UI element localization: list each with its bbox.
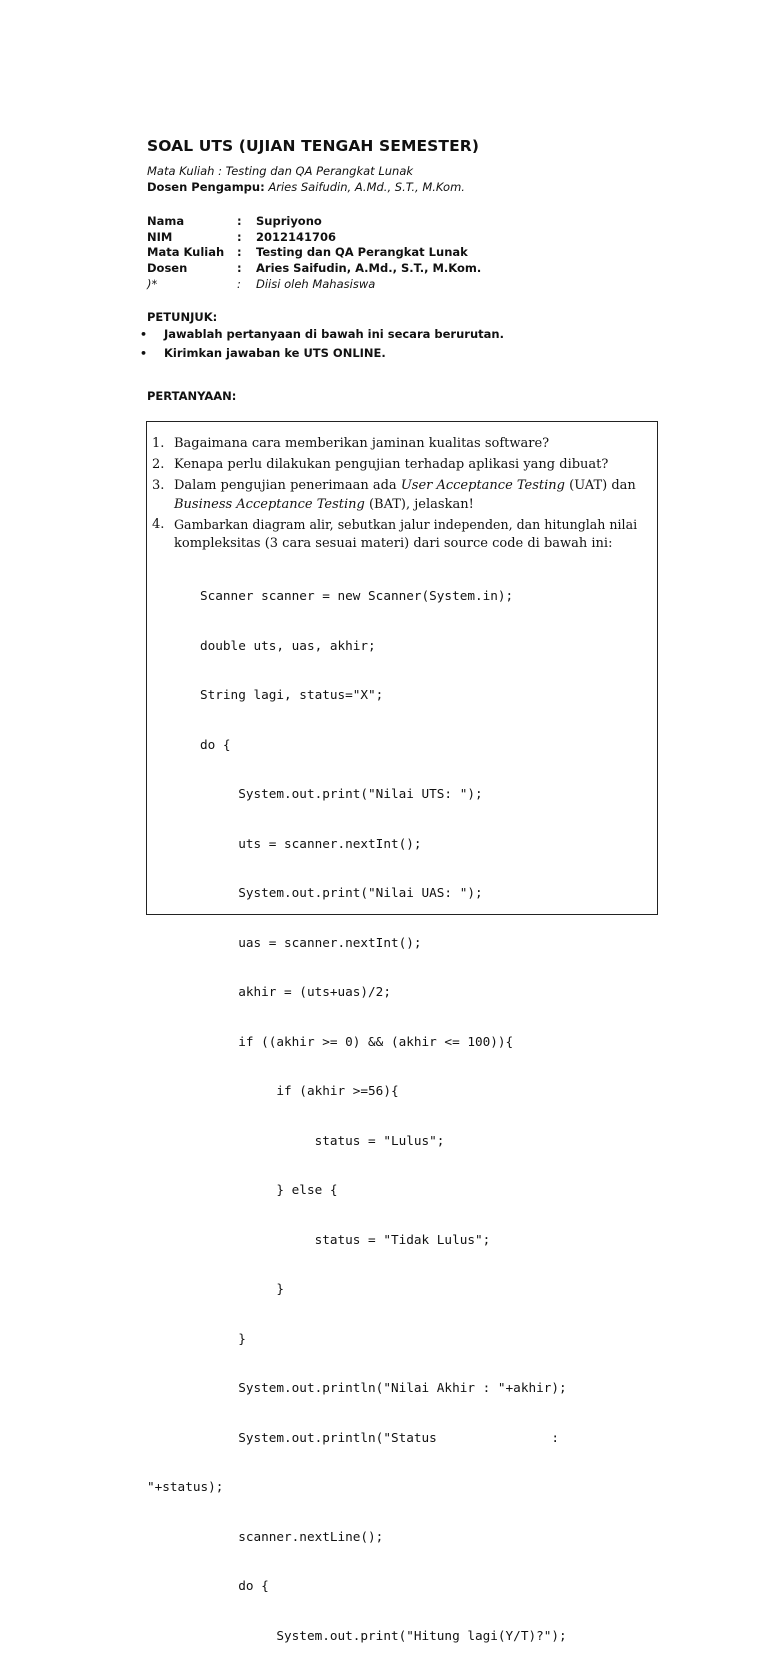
code-line: Scanner scanner = new Scanner(System.in); — [200, 588, 514, 603]
code-line: System.out.print("Hitung lagi(Y/T)?"); — [200, 1627, 567, 1643]
info-value: 2012141706 — [256, 229, 337, 244]
info-colon: : — [237, 214, 242, 228]
code-line: double uts, uas, akhir; — [200, 637, 376, 653]
question-text — [174, 478, 636, 493]
info-label: Dosen — [147, 261, 188, 276]
questions-heading: PERTANYAAN: — [147, 389, 237, 403]
code-line: String lagi, status="X"; — [200, 687, 384, 702]
lecturer-line — [147, 180, 465, 194]
question-number: 3. — [152, 478, 165, 493]
question-number: 1. — [152, 436, 165, 451]
info-value: Diisi oleh Mahasiswa — [256, 276, 376, 291]
info-colon: : — [237, 276, 241, 291]
code-line: do { — [200, 736, 231, 752]
info-label: Nama — [147, 214, 185, 228]
question-text: Bagaimana cara memberikan jaminan kualitas software? — [174, 436, 550, 451]
code-line: uas = scanner.nextInt(); — [200, 934, 422, 950]
question-text: Kenapa perlu dilakukan pengujian terhadap aplikasi yang dibuat? — [174, 457, 609, 472]
info-colon: : — [237, 245, 242, 260]
lecturer-label: Dosen Pengampu: — [147, 180, 265, 194]
question-text-part: (BAT), jelaskan! — [364, 497, 474, 512]
question-text-part: (UAT) dan — [565, 478, 636, 493]
question-text-part: Dalam pengujian penerimaan ada — [174, 478, 401, 493]
questions-box — [146, 421, 658, 1643]
info-row-nim — [147, 230, 481, 246]
instructions-list — [140, 325, 504, 363]
info-colon: : — [237, 229, 242, 244]
info-colon: : — [237, 261, 242, 276]
info-value: Testing dan QA Perangkat Lunak — [256, 245, 468, 260]
code-line: if ((akhir >= 0) && (akhir <= 100)){ — [200, 1033, 514, 1049]
instruction-item — [140, 344, 504, 363]
question-text: Gambarkan diagram alir, sebutkan jalur independen, dan hitunglah nilai — [174, 517, 638, 532]
student-info-table — [147, 214, 481, 292]
bat-term: Business Acceptance Testing — [174, 497, 365, 512]
instruction-item — [140, 325, 504, 344]
code-line: status = "Tidak Lulus"; — [200, 1231, 491, 1247]
code-line: do { — [200, 1578, 269, 1593]
course-subtitle: Mata Kuliah : Testing dan QA Perangkat Lunak — [147, 164, 414, 178]
code-line: System.out.print("Nilai UTS: "); — [200, 786, 483, 801]
info-value: Aries Saifudin, A.Md., S.T., M.Kom. — [256, 261, 482, 276]
code-line: } — [200, 1281, 285, 1296]
code-line: } else { — [200, 1182, 338, 1197]
code-line: if (akhir >=56){ — [200, 1083, 399, 1098]
info-row-note — [147, 277, 481, 293]
info-value: Supriyono — [256, 214, 322, 228]
question-number: 4. — [152, 517, 165, 532]
instructions-heading: PETUNJUK: — [147, 310, 218, 324]
question-number: 2. — [152, 457, 165, 472]
code-line: scanner.nextLine(); — [200, 1528, 384, 1544]
document-title: SOAL UTS (UJIAN TENGAH SEMESTER) — [147, 137, 480, 155]
source-code-block — [147, 555, 567, 1677]
code-line: } — [200, 1330, 246, 1346]
info-row-nama — [147, 214, 481, 230]
instruction-text: Jawablah pertanyaan di bawah ini secara berurutan. — [164, 327, 504, 341]
bullet-icon: • — [140, 328, 148, 341]
code-line: System.out.println("Status : — [200, 1429, 560, 1445]
uat-term: User Acceptance Testing — [400, 478, 566, 493]
info-label: )* — [147, 276, 158, 291]
instruction-text: Kirimkan jawaban ke UTS ONLINE. — [164, 346, 386, 360]
info-row-dosen — [147, 261, 481, 277]
code-line: System.out.print("Nilai UAS: "); — [200, 885, 483, 900]
code-line: status = "Lulus"; — [200, 1132, 445, 1148]
lecturer-value: Aries Saifudin, A.Md., S.T., M.Kom. — [264, 180, 465, 194]
code-line: "+status); — [147, 1479, 224, 1494]
info-label: Mata Kuliah — [147, 245, 225, 260]
code-line: System.out.println("Nilai Akhir : "+akhir); — [200, 1380, 567, 1395]
code-line: akhir = (uts+uas)/2; — [200, 984, 391, 999]
question-text: kompleksitas (3 cara sesuai materi) dari source code di bawah ini: — [174, 536, 613, 551]
code-line: uts = scanner.nextInt(); — [200, 835, 422, 851]
bullet-icon: • — [140, 347, 148, 360]
info-label: NIM — [147, 229, 173, 244]
question-text — [174, 497, 474, 512]
info-row-mata-kuliah — [147, 245, 481, 261]
